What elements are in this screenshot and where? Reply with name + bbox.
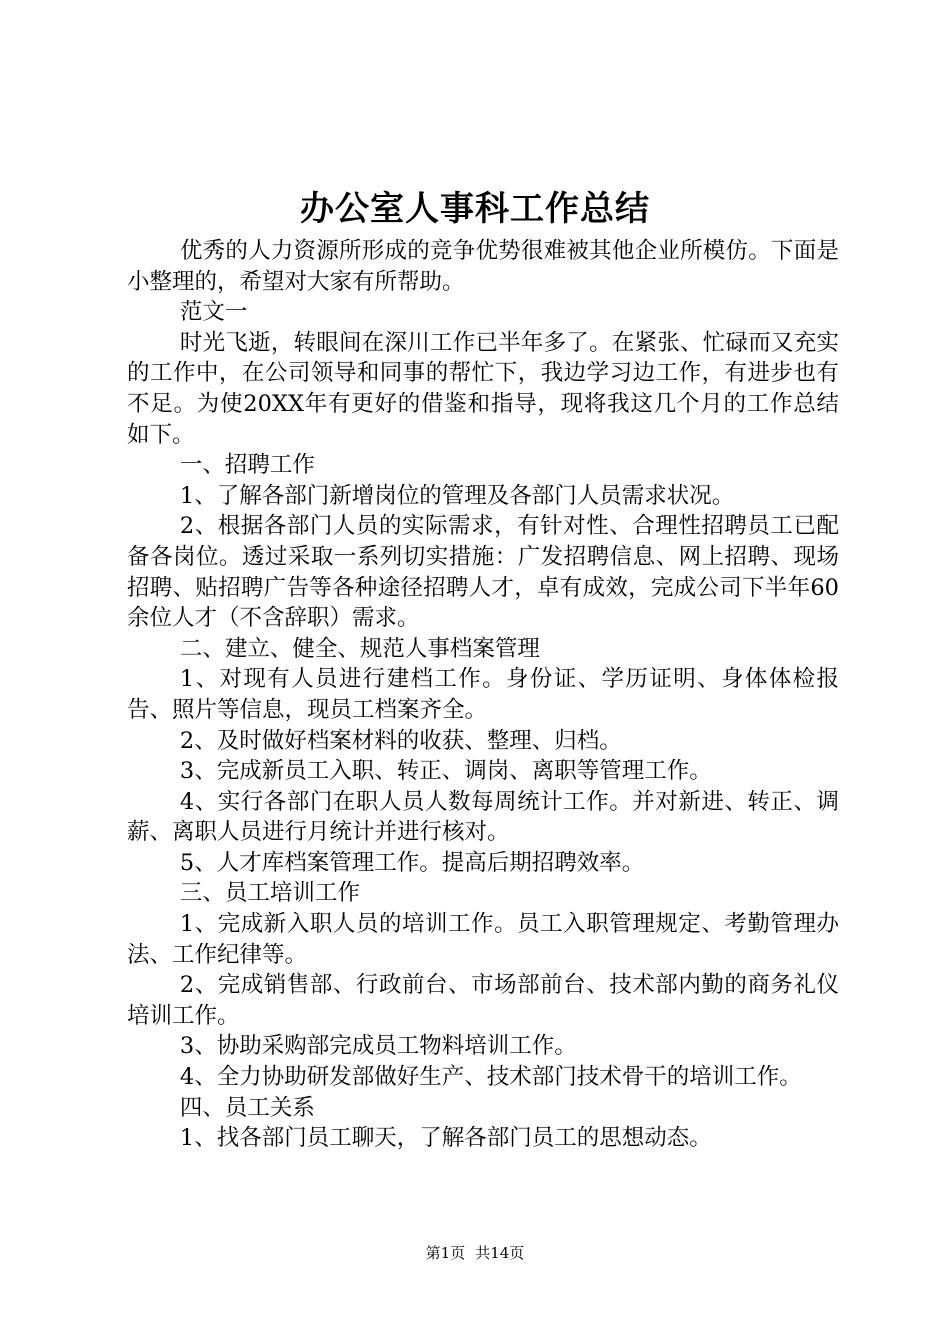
- document-body: [127, 236, 839, 1154]
- paragraph: 5、人才库档案管理工作。提高后期招聘效率。: [179, 849, 645, 876]
- paragraph: 优秀的人力资源所形成的竞争优势很难被其他企业所模仿。下面是小整理的，希望对大家有所帮助。: [127, 238, 839, 295]
- page-number-current: 第1页: [425, 1244, 466, 1262]
- paragraph: 3、完成新员工入职、转正、调岗、离职等管理工作。: [179, 758, 712, 785]
- paragraph: 4、全力协助研发部做好生产、技术部门技术骨干的培训工作。: [179, 1064, 802, 1091]
- section-heading: 三、员工培训工作: [179, 880, 360, 907]
- page-footer: [0, 1243, 950, 1263]
- paragraph: 4、实行各部门在职人员人数每周统计工作。并对新进、转正、调薪、离职人员进行月统计并进行核对。: [127, 788, 839, 846]
- paragraph: 2、及时做好档案材料的收获、整理、归档。: [179, 727, 622, 754]
- paragraph: 1、了解各部门新增岗位的管理及各部门人员需求状况。: [179, 482, 735, 509]
- page-number-total: 共14页: [475, 1244, 525, 1262]
- section-heading: 四、员工关系: [179, 1094, 315, 1121]
- paragraph: 2、完成销售部、行政前台、市场部前台、技术部内勤的商务礼仪培训工作。: [127, 972, 839, 1029]
- paragraph: 范文一: [179, 299, 248, 326]
- paragraph: 1、完成新入职人员的培训工作。员工入职管理规定、考勤管理办法、工作纪律等。: [127, 911, 839, 968]
- paragraph: 3、协助采购部完成员工物料培训工作。: [179, 1033, 577, 1060]
- paragraph: 2、根据各部门人员的实际需求，有针对性、合理性招聘员工已配备各岗位。透过采取一系列切实措施：广发招聘信息、网上招聘、现场招聘、贴招聘广告等各种途径招聘人才，卓有成效，完成公司下半年60余位人才（不含辞职）需求。: [127, 513, 839, 632]
- paragraph: 1、找各部门员工聊天，了解各部门员工的思想动态。: [179, 1125, 712, 1152]
- section-heading: 一、招聘工作: [179, 452, 315, 479]
- section-heading: 二、建立、健全、规范人事档案管理: [179, 635, 540, 662]
- paragraph: 1、对现有人员进行建档工作。身份证、学历证明、身体体检报告、照片等信息，现员工档案齐全。: [127, 666, 839, 723]
- document-title: 办公室人事科工作总结: [300, 189, 650, 229]
- paragraph: 时光飞逝，转眼间在深川工作已半年多了。在紧张、忙碌而又充实的工作中，在公司领导和同事的帮忙下，我边学习边工作，有进步也有不足。为使20XX年有更好的借鉴和指导，现将我这几个月的工作总结如下。: [127, 329, 839, 448]
